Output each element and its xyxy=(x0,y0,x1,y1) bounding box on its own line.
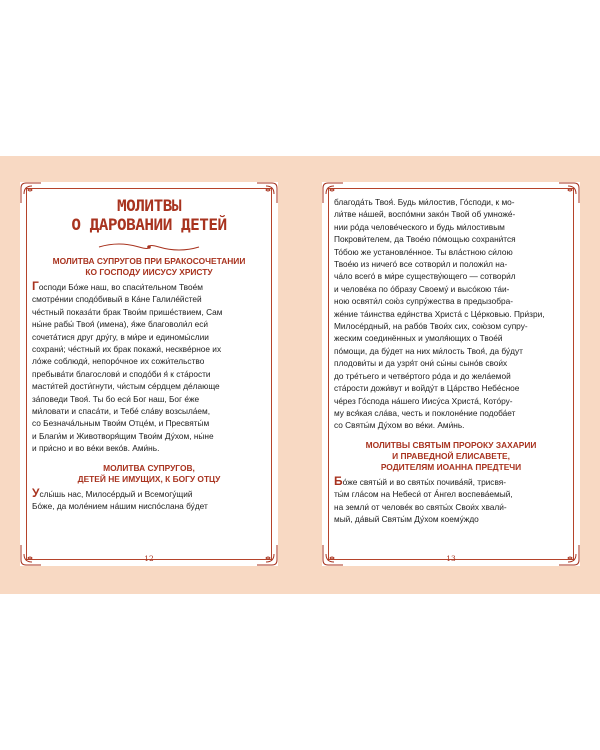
text-line: смотре́нии сподо́бивый в Ка́не Галиле́йстей xyxy=(32,294,202,305)
prayer-text xyxy=(32,280,266,455)
text-line: до тре́тьего и четве́ртого ро́да и до жела́емой xyxy=(334,370,511,381)
text-line: и Благи́м и Животворя́щим Твои́м Ду́хом, ны́не xyxy=(32,430,214,441)
text-line: за́поведи Твоя́. Ты бо еси́ Бог наш, Бог е́же xyxy=(32,393,200,404)
text-line: ло́же соблюди́, непоро́чное их сожи́тельство xyxy=(32,356,205,367)
divider-flourish-icon xyxy=(94,241,204,253)
section-heading xyxy=(32,463,266,485)
heading-line: И ПРАВЕДНОЙ ЕЛИСАВЕТЕ, xyxy=(392,450,510,461)
right-page xyxy=(322,182,580,566)
text-line: То́бою же установле́нное. Ты вла́стною си́лою xyxy=(334,246,513,257)
text-line: Бо́же, да моле́нием на́шим ниспо́слана бу́дет xyxy=(32,501,208,512)
section-heading xyxy=(32,256,266,278)
ornament-divider xyxy=(32,238,266,252)
title-line: О ДАРОВАНИИ ДЕТЕЙ xyxy=(71,215,227,234)
text-line: че́стный показа́ти брак Твои́м прише́ствием, Сам xyxy=(32,306,223,317)
text-line: на земли́ от челове́к во святы́х Свои́х хвали́- xyxy=(334,501,507,512)
text-line: пребыва́ти благослови́ и сподо́би я́ к ста́рости xyxy=(32,368,211,379)
text-line: жеским соединённых и умоля́ющих о Твое́й xyxy=(334,333,503,344)
text-line: осподи Бо́же наш, во спаси́тельном Твое́м xyxy=(38,282,203,292)
text-line: плодови́ты и да узря́т они́ сы́ны сыно́в свои́х xyxy=(334,358,508,369)
heading-line: МОЛИТВА СУПРУГОВ ПРИ БРАКОСОЧЕТАНИИ xyxy=(52,256,246,266)
prayer-text xyxy=(334,196,568,432)
text-line: ны́не рабы́ Твоя́ (имена), я́же благоволи́л еси́ xyxy=(32,319,209,330)
text-line: ты́м гла́сом на Небеси́ от А́нгел воспева́емый, xyxy=(334,489,513,500)
text-line: со Безнача́льным Твои́м Отце́м, и Пресвяты́м xyxy=(32,418,210,429)
text-line: Твое́ю из ничего́ все сотвори́л и положи́л на- xyxy=(334,259,508,270)
heading-line: МОЛИТВА СУПРУГОВ, xyxy=(103,462,195,473)
text-line: ною освяти́л сою́з супру́жества в предызобра- xyxy=(334,296,513,307)
text-line: нии ро́да челове́ческого и будь ми́лостивым xyxy=(334,221,505,232)
drop-cap: Г xyxy=(32,280,39,293)
prayer-text xyxy=(334,475,568,526)
text-line: по́мощи, да бу́дет на них ми́лость Твоя́, да бу́дут xyxy=(334,345,523,356)
page-number: 12 xyxy=(144,554,154,563)
left-page-content xyxy=(32,194,266,550)
section-heading xyxy=(334,440,568,473)
text-line: слы́шь нас, Милосе́рдый и Всемогу́щий xyxy=(39,488,193,499)
text-line: Милосе́рдный, на рабо́в Твои́х сих, сою́зом супру- xyxy=(334,321,528,332)
prayer-text xyxy=(32,487,266,513)
text-line: ли́тве на́шей, воспо́мни зако́н Твой об умноже́- xyxy=(334,209,516,220)
left-page xyxy=(20,182,278,566)
heading-line: РОДИТЕЛЯМ ИОАННА ПРЕДТЕЧИ xyxy=(380,461,522,472)
drop-cap: Б xyxy=(334,474,343,488)
page-title xyxy=(32,196,266,234)
text-line: же́ние та́инства еди́нства Христа́ с Це́рковью. При́зри, xyxy=(334,308,545,319)
text-line: ми́ловати и спаса́ти, и Тебе́ сла́ву возсыла́ем, xyxy=(32,406,211,417)
text-line: ча́ло всего́ в ми́ре существу́ющего — сотвори́л xyxy=(334,271,516,282)
text-line: ста́рости дожи́вут и войду́т в Ца́рство Небе́сное xyxy=(334,383,520,394)
text-line: Покрови́телем, да Твое́ю по́мощью сохрани́тся xyxy=(334,234,516,245)
heading-line: ДЕТЕЙ НЕ ИМУЩИХ, К БОГУ ОТЦУ xyxy=(77,473,221,484)
right-page-content xyxy=(334,194,568,550)
title-line: МОЛИТВЫ xyxy=(117,196,181,215)
text-line: мый, да́вый Святы́м Ду́хом коему́ждо xyxy=(334,513,479,524)
page-number: 13 xyxy=(446,554,456,563)
text-line: и челове́ка по о́бразу Своему́ и высо́кою та́и- xyxy=(334,283,510,294)
text-line: сохрани́; че́стный их брак покажи́, нескве́рное их xyxy=(32,344,222,355)
text-line: му вся́кая сла́ва, честь и поклоне́ние подоба́ет xyxy=(334,407,516,418)
heading-line: МОЛИТВЫ СВЯТЫМ ПРОРОКУ ЗАХАРИИ xyxy=(365,439,537,450)
text-line: че́рез Го́спода на́шего Иису́са Христа́, Кото́ру- xyxy=(334,395,513,406)
text-line: сочета́тися друг дру́гу, в ми́ре и единомы́слии xyxy=(32,331,209,342)
text-line: и при́сно и во ве́ки веко́в. Ами́нь. xyxy=(32,443,160,454)
heading-line: КО ГОСПОДУ ИИСУСУ ХРИСТУ xyxy=(85,267,213,277)
text-line: со Святы́м Ду́хом во ве́ки. Ами́нь. xyxy=(334,420,465,431)
text-line: благода́ть Твоя́. Будь ми́лостив, Го́споди, к мо- xyxy=(334,197,515,207)
drop-cap: У xyxy=(32,486,40,500)
text-line: о́же святы́й и во святы́х почива́яй, трисвя- xyxy=(342,476,507,487)
text-line: масти́тей дости́гнути, чи́стым се́рдцем де́лающе xyxy=(32,381,220,392)
